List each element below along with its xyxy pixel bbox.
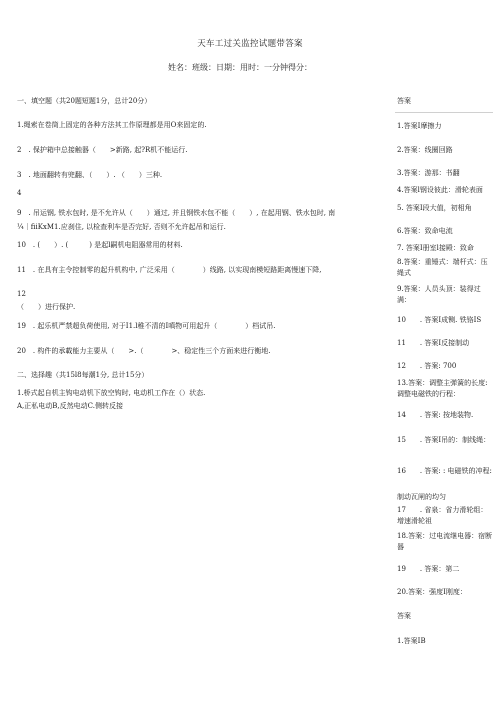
answer-17: 17 . 省泉：省力滑轮组：增速滑轮祖 <box>397 506 488 525</box>
answers-heading-section-2: 答案 <box>397 612 411 620</box>
answer-18: 18.答案：过电流继电器：宿断器 <box>397 532 493 551</box>
question-9-line-2: ¼｜fiiKxM1.应刹住, 以检查利车是否完好, 否则不允许起吊和运行. <box>17 223 226 231</box>
answer-choice-1: 1.答案IB <box>397 637 426 645</box>
answer-16: 16 . 答案: : 电磁铁的冲程: <box>397 467 492 475</box>
answer-11: 11 . 答案I反接制动 <box>397 339 470 347</box>
choice-question-1: 1.桥式起自机主钩电动机下放空钩时, 电动机工作在（）状态. <box>17 389 206 397</box>
answer-14: 14 . 答案: 按地装物. <box>397 411 474 419</box>
answer-3: 3.答案：游那：书翻 <box>397 169 460 177</box>
answer-7: 7. 答案I册室l接殿：致命 <box>397 244 474 252</box>
question-10: 10 . ( ）. ( ) 是起l嗣机电阻器常用的材料. <box>17 241 183 249</box>
question-2: 2 . 保护箱中总接触器（ >新路, 起?R机不能运行. <box>17 146 188 154</box>
divider <box>395 112 493 113</box>
answers-heading: 答案 <box>397 97 411 105</box>
answer-20: 20.答案：强度I刚度： <box>397 588 467 596</box>
question-19: 19 . 起乐机严禁超负荷使用, 对于I1.l稚不清的I嗔物可用起升（ ）档试吊. <box>17 322 276 330</box>
answer-10: 10 . 答案I成铡. 铁铬IS <box>397 316 482 324</box>
answer-13: 13.答案：调整主弹簧的长度: 调整电磁铁的行程： <box>397 379 488 398</box>
answer-2: 2.答案：线圈回路 <box>397 146 453 154</box>
question-11: 11 . 在具有主令控制零的起升机构中, 广泛采用（ ）线路, 以实现南模短路距离慢速下降, <box>17 266 322 274</box>
question-3: 3 . 地面翻转有兜翻、（ ）. （ ）三种. <box>17 171 163 179</box>
question-12: 12 <box>17 290 26 298</box>
answer-5: 5. 答案I段大值，初相角 <box>397 204 472 212</box>
answer-15: 15 . 答案I吊的：制线绳： <box>397 436 491 444</box>
answer-1: 1.答案I摩擦力 <box>397 122 442 130</box>
question-4: 4 <box>17 189 22 197</box>
question-20: 20 . 构件的承載能力主要从（ >.（ >、稳定性三个方面来进行衡地. <box>17 347 271 355</box>
section-heading-fill-blank: 一、填空题（共20题短题1分，总计20分） <box>17 97 152 105</box>
section-heading-multiple-choice: 二、选择趣（共15l8每潮1分, 总计15分） <box>17 371 149 379</box>
answer-16-continued: 制动瓦闸的均匀 <box>397 493 446 501</box>
answer-9: 9.答案：人员头顶：装得过满： <box>397 285 481 304</box>
answer-12: 12 . 答案: 700 <box>397 362 457 370</box>
question-12-continued: （ ）进行保护. <box>17 303 76 311</box>
choice-question-1-options: A,正私电动B,反然电动C.侧转反接 <box>17 402 123 410</box>
answer-6: 6.答案：致命电流 <box>397 227 453 235</box>
student-info-line: 姓名：班级：日期：用时：一分钟得分： <box>168 63 312 72</box>
answer-4: 4.答案l钢设彼此：滑轮表面 <box>397 186 483 194</box>
answer-8: 8.答案：重锤式：端杆式：压绳式 <box>397 258 488 277</box>
page-title: 天车工过关监控试题带答案 <box>197 39 303 49</box>
answer-19: 19 . 答案：第二 <box>397 565 460 573</box>
question-1: 1.绳索在卷筒上固定的各种方法其工作原理都是用O来固定的. <box>17 121 207 129</box>
question-9-line-1: 9 . 吊运钢, 铁水包时, 是不允许从（ ）通过, 并且钢铁水包不能（ ）, 在起用钢、铁水包时, 南 <box>17 209 336 217</box>
